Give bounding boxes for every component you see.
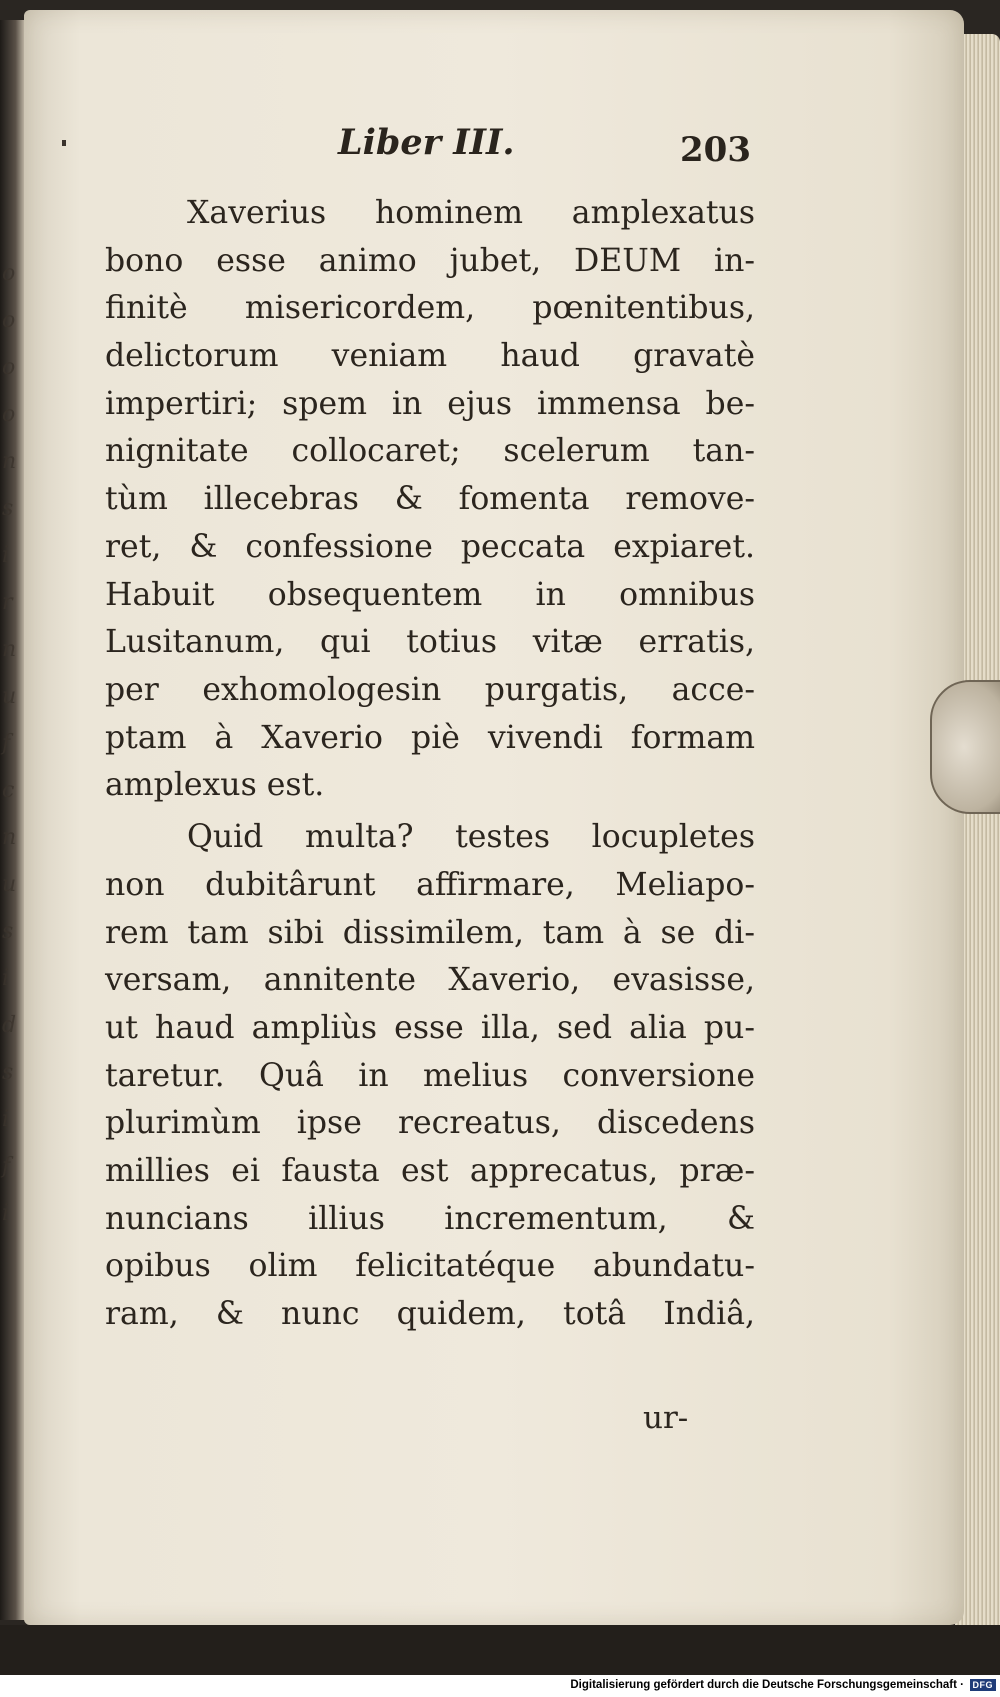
text-line: bono esse animo jubet, DEUM in-	[105, 242, 755, 279]
text-line: Quid multa? testes locupletes	[187, 819, 755, 856]
prev-fragment: o	[2, 355, 16, 380]
page-number: 203	[680, 130, 751, 170]
prev-fragment: s	[2, 919, 14, 944]
text-line: per exhomologesin purgatis, acce-	[105, 671, 755, 708]
text-line: opibus olim felicitatéque abundatu-	[105, 1248, 755, 1285]
scan-background	[0, 1625, 1000, 1675]
prev-fragment: s	[2, 496, 14, 521]
text-line: amplexus est.	[105, 767, 325, 804]
text-line: nignitate collocaret; scelerum tan-	[105, 433, 755, 470]
prev-fragment: s	[2, 1060, 14, 1085]
prev-fragment: i	[2, 966, 10, 991]
dfg-logo: DFG	[970, 1679, 997, 1691]
text-line: millies ei fausta est apprecatus, præ-	[105, 1153, 755, 1190]
prev-fragment: o	[2, 261, 16, 286]
prev-fragment: n	[2, 449, 17, 474]
prev-fragment: u	[2, 872, 17, 897]
prev-fragment: i	[2, 1107, 10, 1132]
prev-fragment: i	[2, 1201, 10, 1226]
text-line: finitè misericordem, pœnitentibus,	[105, 290, 755, 327]
text-line: versam, annitente Xaverio, evasisse,	[105, 962, 755, 999]
text-line: tùm illecebras & fomenta remove-	[105, 481, 755, 518]
catchword: ur-	[643, 1400, 689, 1436]
previous-page-edge	[0, 20, 26, 1620]
text-line: ut haud ampliùs esse illa, sed alia pu-	[105, 1010, 755, 1046]
previous-page-fragments	[2, 250, 24, 1237]
prev-fragment: f	[2, 1154, 11, 1179]
prev-fragment: u	[2, 684, 17, 709]
prev-fragment: f	[2, 731, 11, 756]
prev-fragment: n	[2, 825, 17, 850]
text-line: delictorum veniam haud gravatè	[105, 338, 755, 375]
text-line: rem tam sibi dissimilem, tam à se di-	[105, 914, 755, 951]
prev-fragment: o	[2, 308, 16, 333]
prev-fragment: i	[2, 543, 10, 568]
text-line: non dubitârunt affirmare, Meliapo-	[105, 866, 755, 903]
text-line: taretur. Quâ in melius conversione	[105, 1057, 755, 1094]
text-line: impertiri; spem in ejus immensa be-	[105, 385, 755, 422]
running-head: Liber III.	[338, 122, 515, 163]
text-line: ret, & confessione peccata expiaret.	[105, 528, 755, 565]
text-line: ram, & nunc quidem, totâ Indiâ,	[105, 1296, 755, 1333]
prev-fragment: c	[2, 778, 15, 803]
text-line: Lusitanum, qui totius vitæ erratis,	[105, 624, 755, 661]
prev-fragment: r	[2, 590, 13, 615]
text-line: Xaverius hominem amplexatus	[187, 195, 755, 231]
text-line: nuncians illius incrementum, &	[105, 1200, 755, 1237]
page-clip-tab	[930, 680, 1000, 814]
digitization-footer	[0, 1675, 1000, 1697]
prev-fragment: n	[2, 637, 17, 662]
body-text	[105, 190, 755, 1339]
text-line: plurimùm ipse recreatus, discedens	[105, 1105, 755, 1142]
prev-fragment: o	[2, 402, 16, 427]
text-line: Habuit obsequentem in omnibus	[105, 576, 755, 613]
funding-credit: Digitalisierung gefördert durch die Deutsche Forschungsgemeinschaft ·	[570, 1679, 964, 1691]
prev-fragment: d	[2, 1013, 17, 1038]
text-line: ptam à Xaverio piè vivendi formam	[105, 719, 755, 756]
ink-speck	[62, 140, 66, 146]
